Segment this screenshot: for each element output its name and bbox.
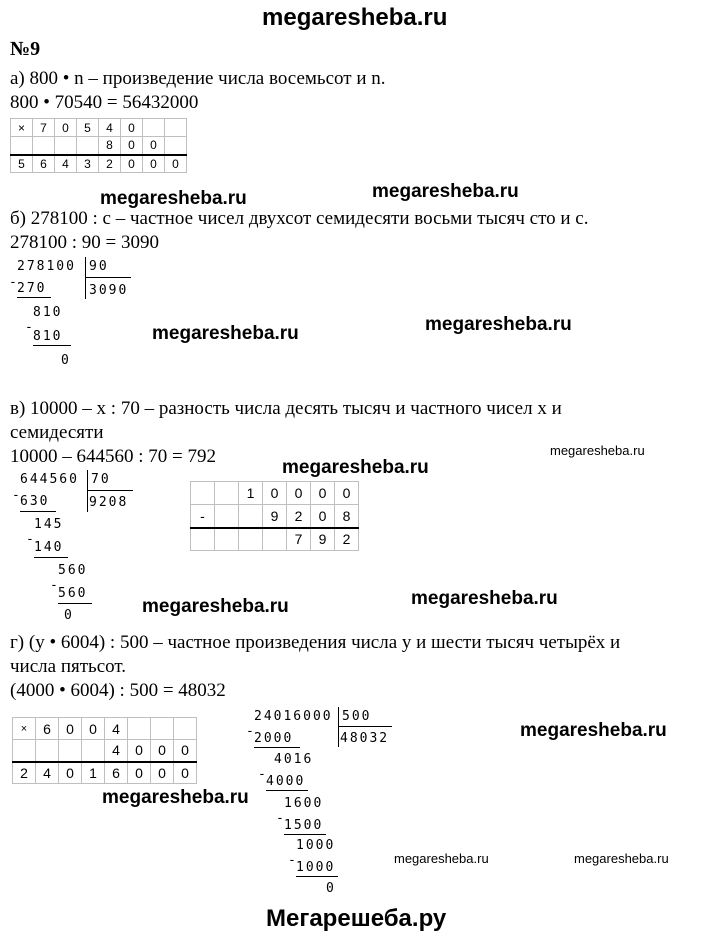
grid-cell <box>165 119 187 137</box>
grid-cell <box>59 740 82 762</box>
part-b-equation: 278100 : 90 = 3090 <box>10 232 159 253</box>
division-step: 810 <box>33 329 63 344</box>
part-c-subtraction-grid <box>190 481 359 551</box>
division-dividend: 644560 <box>20 472 79 487</box>
watermark: megaresheba.ru <box>520 720 667 741</box>
watermark-small: megaresheba.ru <box>394 851 489 866</box>
watermark: megaresheba.ru <box>102 787 249 808</box>
grid-cell: 0 <box>311 482 335 505</box>
division-step: 560 <box>58 586 88 601</box>
division-step: 4000 <box>266 774 306 789</box>
grid-cell: 0 <box>143 137 165 155</box>
watermark: megaresheba.ru <box>282 457 429 478</box>
division-quotient: 48032 <box>340 731 390 746</box>
part-a-multiplication-grid <box>10 118 187 173</box>
part-d-multiplication-grid <box>12 717 197 784</box>
grid-cell: 0 <box>165 155 187 173</box>
grid-cell <box>191 528 215 551</box>
grid-cell: 0 <box>59 718 82 740</box>
grid-cell <box>263 528 287 551</box>
site-header[interactable]: megaresheba.ru <box>262 4 448 31</box>
grid-cell: 0 <box>335 482 359 505</box>
task-number: №9 <box>10 38 41 60</box>
grid-cell: 0 <box>121 137 143 155</box>
grid-cell: 5 <box>77 119 99 137</box>
watermark-small: megaresheba.ru <box>550 443 645 458</box>
grid-cell: 6 <box>105 762 128 784</box>
division-dividend: 278100 <box>17 259 76 274</box>
grid-cell: 0 <box>128 740 151 762</box>
part-a-statement: а) 800 • n – произведение числа восемьсот и n. <box>10 68 386 89</box>
division-step: 145 <box>34 517 64 532</box>
grid-cell: 4 <box>99 119 121 137</box>
grid-cell: 6 <box>33 155 55 173</box>
division-step: 810 <box>33 305 63 320</box>
part-d-statement-line1: г) (y • 6004) : 500 – частное произведения числа y и шести тысяч четырёх и <box>10 632 621 653</box>
grid-cell <box>82 740 105 762</box>
grid-cell <box>143 119 165 137</box>
grid-cell: 8 <box>335 505 359 528</box>
grid-cell <box>215 505 239 528</box>
grid-cell: 0 <box>55 119 77 137</box>
division-step: 0 <box>64 608 74 623</box>
grid-cell: 4 <box>105 740 128 762</box>
grid-cell: 0 <box>174 740 197 762</box>
division-step: 1000 <box>296 838 336 853</box>
division-step: 630 <box>20 494 50 509</box>
grid-cell: 0 <box>174 762 197 784</box>
minus-sign: - <box>25 320 35 335</box>
division-step: 4016 <box>274 752 314 767</box>
division-step: 2000 <box>254 731 294 746</box>
part-c-equation: 10000 – 644560 : 70 = 792 <box>10 446 216 467</box>
minus-sign: - <box>258 767 268 782</box>
grid-cell: × <box>11 119 33 137</box>
grid-cell: 0 <box>311 505 335 528</box>
grid-cell: 1 <box>82 762 105 784</box>
grid-cell: 0 <box>151 740 174 762</box>
watermark-small: megaresheba.ru <box>574 851 669 866</box>
division-dividend: 24016000 <box>254 709 333 724</box>
grid-cell <box>215 482 239 505</box>
grid-cell: 1 <box>239 482 263 505</box>
grid-cell <box>215 528 239 551</box>
grid-cell: 2 <box>13 762 36 784</box>
minus-sign: - <box>12 488 22 503</box>
grid-cell: - <box>191 505 215 528</box>
watermark: megaresheba.ru <box>372 181 519 202</box>
division-step: 0 <box>61 353 71 368</box>
minus-sign: - <box>9 275 19 290</box>
grid-cell: 9 <box>263 505 287 528</box>
division-step: 0 <box>326 881 336 896</box>
grid-cell: 9 <box>311 528 335 551</box>
grid-cell: 5 <box>11 155 33 173</box>
division-divisor: 90 <box>89 259 109 274</box>
minus-sign: - <box>246 724 256 739</box>
grid-cell <box>33 137 55 155</box>
watermark: megaresheba.ru <box>411 588 558 609</box>
grid-cell: 0 <box>121 119 143 137</box>
grid-cell: 0 <box>287 482 311 505</box>
grid-cell: 3 <box>77 155 99 173</box>
grid-cell <box>151 718 174 740</box>
part-c-statement-line1: в) 10000 – x : 70 – разность числа десять тысяч и частного чисел x и <box>10 398 562 419</box>
division-divisor: 70 <box>91 472 111 487</box>
grid-cell: 2 <box>335 528 359 551</box>
grid-cell: 4 <box>36 762 59 784</box>
grid-cell <box>174 718 197 740</box>
division-quotient: 3090 <box>89 283 129 298</box>
grid-cell: 0 <box>82 718 105 740</box>
grid-cell <box>13 740 36 762</box>
division-step: 1000 <box>296 860 336 875</box>
part-d-equation: (4000 • 6004) : 500 = 48032 <box>10 680 226 701</box>
grid-cell: 0 <box>151 762 174 784</box>
grid-cell: 4 <box>105 718 128 740</box>
grid-cell: 0 <box>143 155 165 173</box>
watermark: megaresheba.ru <box>152 323 299 344</box>
division-step: 1500 <box>284 818 324 833</box>
grid-cell: 8 <box>99 137 121 155</box>
grid-cell: 0 <box>121 155 143 173</box>
minus-sign: - <box>26 532 36 547</box>
grid-cell <box>77 137 99 155</box>
grid-cell: 0 <box>128 762 151 784</box>
minus-sign: - <box>276 811 286 826</box>
watermark: megaresheba.ru <box>100 188 247 209</box>
division-step: 270 <box>17 281 47 296</box>
grid-cell <box>191 482 215 505</box>
grid-cell: × <box>13 718 36 740</box>
part-b-statement: б) 278100 : c – частное чисел двухсот семидесяти восьми тысяч сто и c. <box>10 208 589 229</box>
footer-brand[interactable]: Мегарешеба.ру <box>266 905 447 932</box>
grid-cell <box>36 740 59 762</box>
grid-cell <box>165 137 187 155</box>
part-c-statement-line2: семидесяти <box>10 422 104 443</box>
grid-cell <box>239 528 263 551</box>
grid-cell <box>239 505 263 528</box>
grid-cell <box>55 137 77 155</box>
part-a-equation: 800 • 70540 = 56432000 <box>10 92 199 113</box>
grid-cell: 7 <box>33 119 55 137</box>
division-step: 1600 <box>284 796 324 811</box>
grid-cell <box>128 718 151 740</box>
grid-cell: 0 <box>263 482 287 505</box>
grid-cell: 4 <box>55 155 77 173</box>
grid-cell <box>11 137 33 155</box>
division-step: 560 <box>58 563 88 578</box>
grid-cell: 2 <box>287 505 311 528</box>
grid-cell: 7 <box>287 528 311 551</box>
division-step: 140 <box>34 540 64 555</box>
part-d-statement-line2: числа пятьсот. <box>10 656 127 677</box>
grid-cell: 2 <box>99 155 121 173</box>
minus-sign: - <box>288 853 298 868</box>
division-divisor: 500 <box>342 709 372 724</box>
watermark: megaresheba.ru <box>425 314 572 335</box>
grid-cell: 6 <box>36 718 59 740</box>
grid-cell: 0 <box>59 762 82 784</box>
minus-sign: - <box>50 578 60 593</box>
division-quotient: 9208 <box>89 495 129 510</box>
watermark: megaresheba.ru <box>142 596 289 617</box>
